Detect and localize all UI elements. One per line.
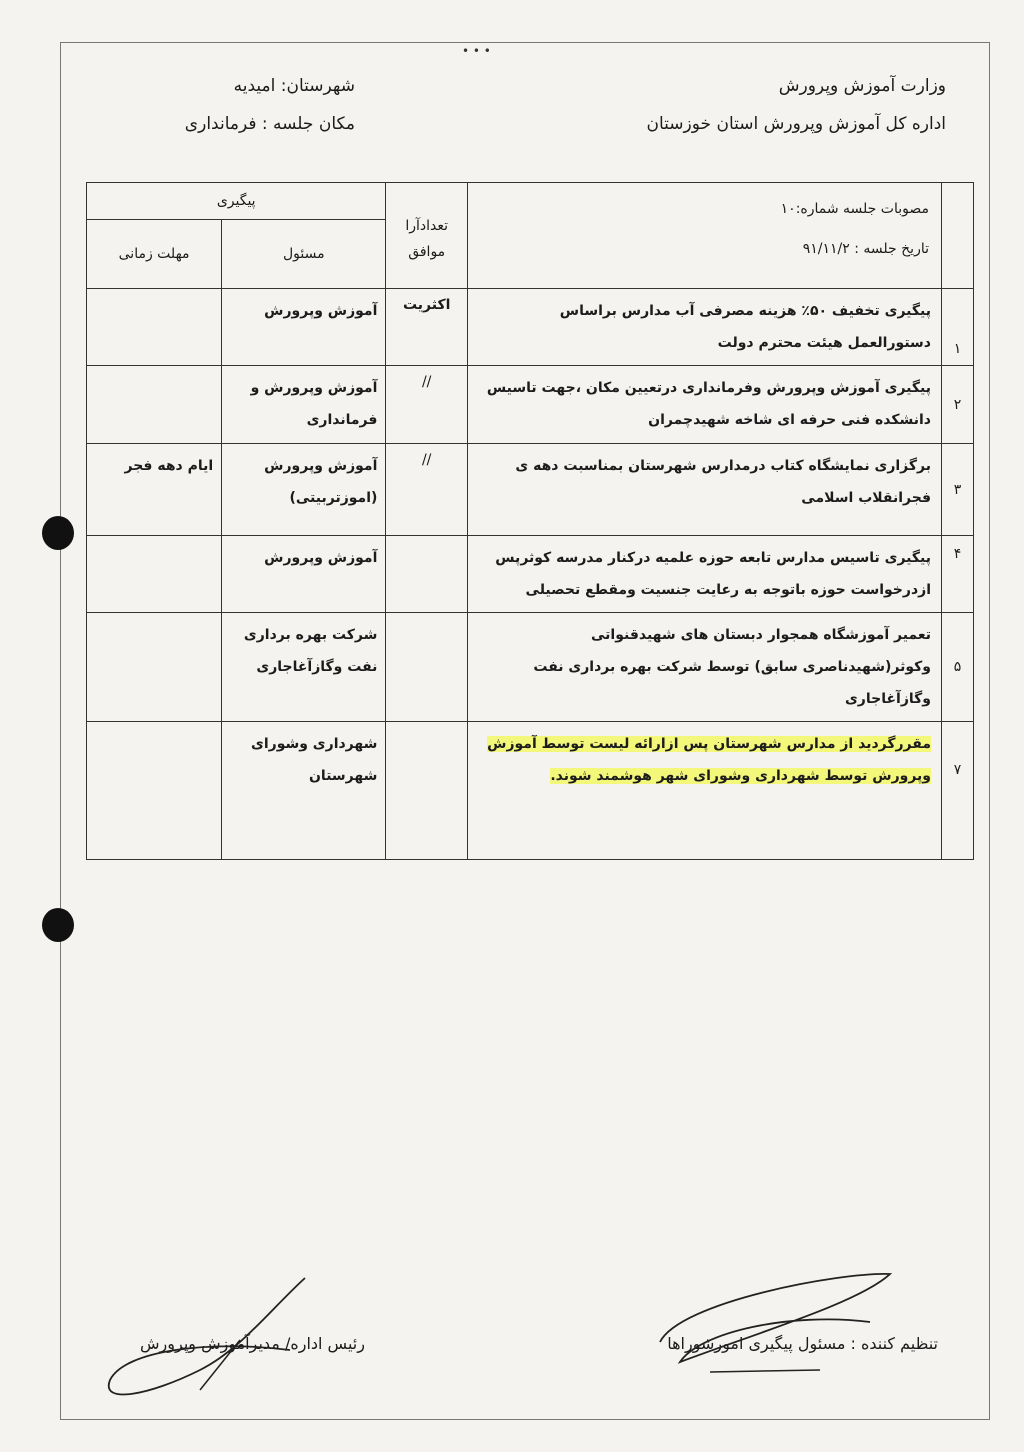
deadline-header: مهلت زمانی [87,220,222,289]
resolutions-table [86,182,974,860]
department-name: اداره کل آموزش وپرورش استان خوزستان [646,114,946,134]
row-description: تعمیر آموزشگاه همجوار دبستان های شهیدقنواتی وکوثر(شهیدناصری سابق) توسط شرکت بهره برداری نفت وگازآغاجاری [467,613,941,722]
meeting-date: تاریخ جلسه : ۹۱/۱۱/۲ [802,241,929,257]
row-deadline [87,536,222,613]
row-deadline [87,289,222,366]
votes-header [386,183,468,289]
row-responsible: آموزش وپرورش (اموزتربیتی) [222,444,386,536]
title-cell [467,183,941,289]
row-responsible: شرکت بهره برداری نفت وگازآغاجاری [222,613,386,722]
row-description: پیگیری تاسیس مدارس تابعه حوزه علمیه درکنار مدرسه کوثرپس ازدرخواست حوزه باتوجه به رعایت جنسیت ومقطع تحصیلی [467,536,941,613]
row-votes: اکثریت [386,289,468,366]
punch-hole-top [42,516,74,550]
meeting-location: مکان جلسه : فرمانداری [184,114,355,134]
table-row [87,613,974,722]
row-number: ۷ [942,722,974,860]
row-votes [386,613,468,722]
row-votes [386,536,468,613]
table-row [87,366,974,444]
table-header-row [87,183,974,220]
scan-mark: • • • [462,44,491,58]
row-deadline [87,613,222,722]
table-row [87,289,974,366]
highlighted-text: مقررگردید از مدارس شهرستان پس ازارائه لیست توسط آموزش وپرورش توسط شهرداری وشورای شهر هوشمند شوند. [487,736,931,784]
row-votes: // [386,444,468,536]
row-number: ۵ [942,613,974,722]
table-row [87,536,974,613]
row-responsible: آموزش وپرورش [222,536,386,613]
row-responsible: آموزش وپرورش [222,289,386,366]
header-num-cell [942,183,974,289]
organizer-label: تنظیم کننده : مسئول پیگیری امورشوراها [667,1334,938,1353]
punch-hole-bottom [42,908,74,942]
row-votes [386,722,468,860]
row-number: ۳ [942,444,974,536]
row-number: ۴ [942,536,974,613]
head-label: رئیس اداره/ مدیرآموزش وپرورش [140,1334,365,1353]
followup-header: پیگیری [87,183,386,220]
city-label: شهرستان: امیدیه [233,76,355,96]
meeting-title: مصوبات جلسه شماره:۱۰ [780,201,929,217]
row-deadline: ایام دهه فجر [87,444,222,536]
row-responsible: شهرداری وشورای شهرستان [222,722,386,860]
row-responsible: آموزش وپرورش و فرمانداری [222,366,386,444]
ministry-name: وزارت آموزش وپرورش [778,76,946,96]
row-description: پیگیری تخفیف ۵۰٪ هزینه مصرفی آب مدارس براساس دستورالعمل هیئت محترم دولت [467,289,941,366]
responsible-header: مسئول [222,220,386,289]
organizer-signature [640,1262,900,1392]
row-number: ۲ [942,366,974,444]
votes-header-line1: تعدادآرا [405,218,449,234]
row-deadline [87,722,222,860]
row-description [467,722,941,860]
row-deadline [87,366,222,444]
row-description: برگزاری نمایشگاه کتاب درمدارس شهرستان بمناسبت دهه ی فجرانقلاب اسلامی [467,444,941,536]
table-row [87,722,974,860]
head-signature [90,1270,330,1410]
row-number: ۱ [942,289,974,366]
table-row [87,444,974,536]
votes-header-line2: موافق [408,244,446,260]
row-description: پیگیری آموزش وپرورش وفرمانداری درتعیین مکان ،جهت تاسیس دانشکده فنی حرفه ای شاخه شهیدچمران [467,366,941,444]
row-votes: // [386,366,468,444]
